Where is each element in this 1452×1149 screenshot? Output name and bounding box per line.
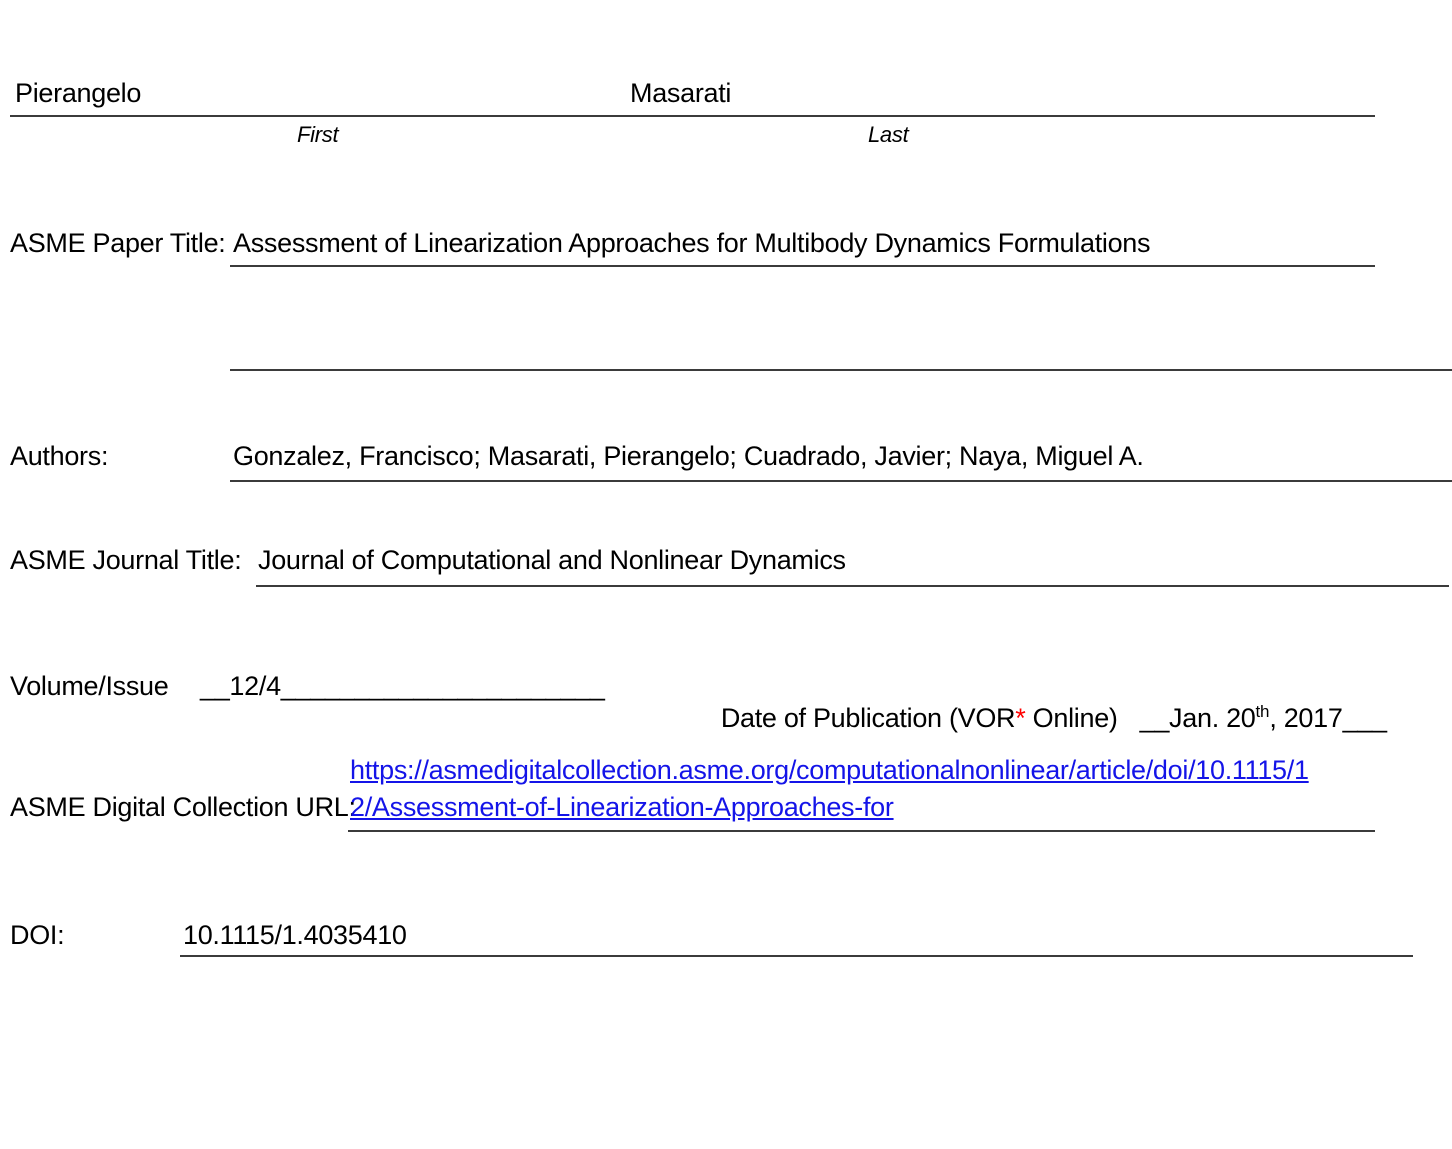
doi-value[interactable]: 10.1115/1.4035410 [183,920,407,950]
authors-value[interactable]: Gonzalez, Francisco; Masarati, Pierangelo; Cuadrado, Javier; Naya, Miguel A. [233,441,1144,471]
collection-url-link-line1[interactable]: https://asmedigitalcollection.asme.org/computationalnonlinear/article/doi/10.1115/1 [350,755,1309,785]
volume-issue-value[interactable]: __12/4______________________ [200,671,605,701]
paper-title-label: ASME Paper Title: [10,228,226,258]
paper-title-continuation-line[interactable] [230,369,1452,371]
name-field-line [10,115,1375,117]
publication-date-value-start: __Jan. 20 [1139,703,1256,733]
collection-url-link-line2[interactable]: 2/Assessment-of-Linearization-Approaches-for [350,792,894,822]
volume-issue-label: Volume/Issue [10,671,169,701]
doi-field-line [180,955,1413,957]
journal-title-label: ASME Journal Title: [10,545,242,575]
paper-title-value[interactable]: Assessment of Linearization Approaches for Multibody Dynamics Formulations [233,228,1151,258]
journal-title-value[interactable]: Journal of Computational and Nonlinear Dynamics [258,545,846,575]
doi-label: DOI: [10,920,65,950]
required-asterisk: * [1015,703,1026,733]
publication-date-superscript: th [1255,702,1270,721]
publication-date-label-suffix: Online) [1025,703,1118,733]
first-caption: First [297,122,339,147]
last-caption: Last [868,122,909,147]
collection-url-field-line [348,830,1375,832]
paper-title-field-line [230,265,1375,267]
journal-title-field-line [256,585,1449,587]
publication-date-value[interactable] [1140,703,1387,733]
authors-label: Authors: [10,441,109,471]
last-name-value[interactable]: Masarati [630,78,732,108]
collection-url-label: ASME Digital Collection URL: [10,792,356,822]
publication-date-label-prefix: Date of Publication (VOR [720,703,1016,733]
publication-date-value-end: , 2017___ [1269,703,1387,733]
publication-date-row [692,671,1387,765]
authors-field-line [230,480,1452,482]
first-name-value[interactable]: Pierangelo [15,78,142,108]
